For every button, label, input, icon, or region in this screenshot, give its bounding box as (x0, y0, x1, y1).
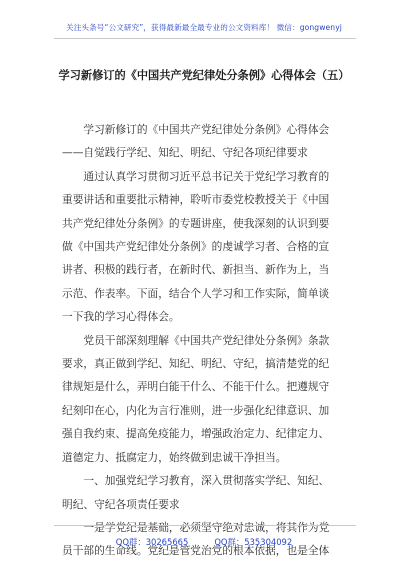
text-line: 学习新修订的《中国共产党纪律处分条例》心得体会 (62, 123, 330, 136)
section-heading (62, 469, 350, 516)
text-line: 共产党纪律处分条例》的专题讲座，使我深刻的认识到要 (62, 216, 330, 230)
text-line: 讲者、积极的践行者，在新时代、新担当、新作为上，当 (62, 263, 330, 277)
document-title: 学习新修订的《中国共产党纪律处分条例》心得体会（五） (58, 69, 350, 82)
text-line: 通过认真学习贯彻习近平总书记关于党纪学习教育的 (62, 169, 330, 183)
text-line: 律规矩是什么，弄明白能干什么、不能干什么。把遵规守 (62, 380, 330, 394)
text-line: 重要讲话和重要批示精神，聆听市委党校教授关于《中国 (62, 193, 330, 207)
paragraph-body (62, 329, 350, 469)
text-line: 一、加强党纪学习教育，深入贯彻落实学纪、知纪、 (62, 474, 330, 488)
text-line: 一是学党纪是基础，必须坚守绝对忠诚，将其作为党 (62, 520, 330, 534)
paragraph-intro (62, 165, 350, 329)
footer-qq-group-1: QQ群：30265665 (115, 537, 189, 547)
text-line: 示范、作表率。下面，结合个人学习和工作实际，简单谈 (62, 286, 330, 300)
text-line: 要求，真正做到学纪、知纪、明纪、守纪，搞清楚党的纪 (62, 357, 330, 371)
footer-divider (54, 525, 356, 526)
header-divider (54, 38, 356, 39)
text-line: 做《中国共产党纪律处分条例》的虔诚学习者、合格的宣 (62, 240, 330, 254)
document-body (62, 118, 350, 563)
text-line: 强自我约束、提高免疫能力，增强政治定力、纪律定力、 (62, 427, 330, 441)
text-line: 明纪、守纪各项责任要求 (62, 497, 180, 511)
footer (0, 536, 408, 548)
text-line: 一下我的学习心得体会。 (62, 310, 180, 324)
text-line: 员干部的生命线。党纪是管党治党的根本依据，也是全体 (62, 544, 330, 558)
text-line: ——自觉践行学纪、知纪、明纪、守纪各项纪律要求 (62, 146, 308, 160)
footer-qq-group-2: QQ群：535304092 (214, 537, 293, 547)
paragraph-subtitle (62, 118, 350, 165)
header-banner: 关注头条号“公文研究”，获得最新最全最专业的公文资料库！ 微信：gongwenyj (66, 23, 342, 32)
text-line: 党员干部深刻理解《中国共产党纪律处分条例》条款 (62, 333, 330, 347)
text-line: 纪刻印在心，内化为言行准则，进一步强化纪律意识、加 (62, 403, 330, 417)
text-line: 道德定力、抵腐定力，始终做到忠诚干净担当。 (62, 450, 287, 464)
